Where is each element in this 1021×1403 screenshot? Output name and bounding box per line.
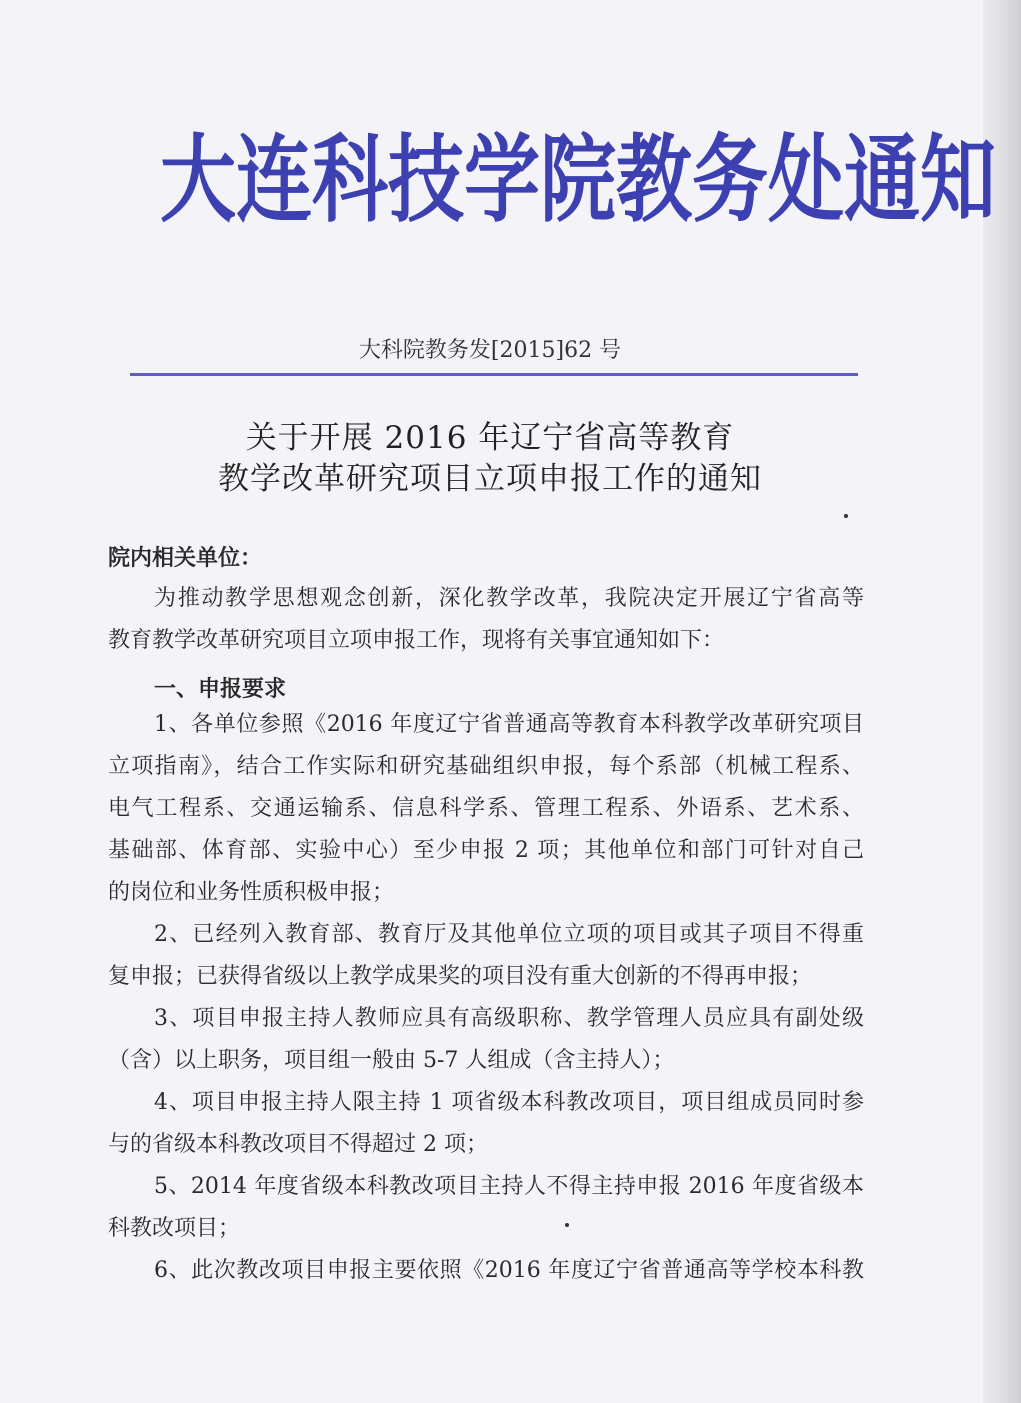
text-line: （含）以上职务，项目组一般由 5-7 人组成（含主持人）； xyxy=(108,1048,675,1073)
text-line: 1、各单位参照《2016 年度辽宁省普通高等教育本科教学改革研究项目 xyxy=(154,712,864,737)
text-line: 为推动教学思想观念创新，深化教学改革，我院决定开展辽宁省高等 xyxy=(154,586,864,611)
scan-speck xyxy=(565,1223,569,1227)
requirement-item-5 xyxy=(108,1166,864,1250)
text-line: 教育教学改革研究项目立项申报工作，现将有关事宜通知如下： xyxy=(108,628,725,653)
masthead-char: 院 xyxy=(540,123,616,235)
masthead-char: 大 xyxy=(160,123,236,235)
masthead-char: 科 xyxy=(312,123,388,235)
header-rule xyxy=(130,373,858,376)
addressee: 院内相关单位： xyxy=(108,546,263,571)
requirement-item-4 xyxy=(108,1082,864,1166)
masthead xyxy=(160,111,996,249)
text-line: 基础部、体育部、实验中心）至少申报 2 项；其他单位和部门可针对自己 xyxy=(108,838,864,863)
masthead-char: 通 xyxy=(844,123,920,235)
section-heading: 一、申报要求 xyxy=(154,677,287,702)
text-line: 科教改项目； xyxy=(108,1216,241,1241)
requirement-item-1 xyxy=(108,704,864,914)
masthead-char: 知 xyxy=(920,123,996,235)
requirement-item-2 xyxy=(108,914,864,998)
text-line: 与的省级本科教改项目不得超过 2 项； xyxy=(108,1132,488,1157)
text-line: 5、2014 年度省级本科教改项目主持人不得主持申报 2016 年度省级本 xyxy=(154,1174,864,1199)
scan-speck xyxy=(844,514,848,518)
masthead-char: 处 xyxy=(768,123,844,235)
text-line: 6、此次教改项目申报主要依照《2016 年度辽宁省普通高等学校本科教 xyxy=(154,1258,864,1283)
text-line: 复申报；已获得省级以上教学成果奖的项目没有重大创新的不得再申报； xyxy=(108,964,813,989)
text-line: 4、项目申报主持人限主持 1 项省级本科教改项目，项目组成员同时参 xyxy=(154,1090,864,1115)
masthead-char: 务 xyxy=(692,123,768,235)
masthead-char: 学 xyxy=(464,123,540,235)
text-line: 立项指南》，结合工作实际和研究基础组织申报，每个系部（机械工程系、 xyxy=(108,754,864,779)
text-line: 的岗位和业务性质积极申报； xyxy=(108,880,395,905)
masthead-char: 连 xyxy=(236,123,312,235)
text-line: 3、项目申报主持人教师应具有高级职称、教学管理人员应具有副处级 xyxy=(154,1006,864,1031)
text-line: 2、已经列入教育部、教育厅及其他单位立项的项目或其子项目不得重 xyxy=(154,922,864,947)
masthead-char: 教 xyxy=(616,123,692,235)
notice-title-line-1: 关于开展 2016 年辽宁省高等教育 xyxy=(245,420,735,456)
intro-paragraph xyxy=(108,578,864,662)
text-line: 电气工程系、交通运输系、信息科学系、管理工程系、外语系、艺术系、 xyxy=(108,796,864,821)
masthead-char: 技 xyxy=(388,123,464,235)
requirement-item-6 xyxy=(108,1250,864,1292)
notice-title-line-2: 教学改革研究项目立项申报工作的通知 xyxy=(218,461,762,497)
document-number: 大科院教务发[2015]62 号 xyxy=(358,338,622,363)
requirement-item-3 xyxy=(108,998,864,1082)
